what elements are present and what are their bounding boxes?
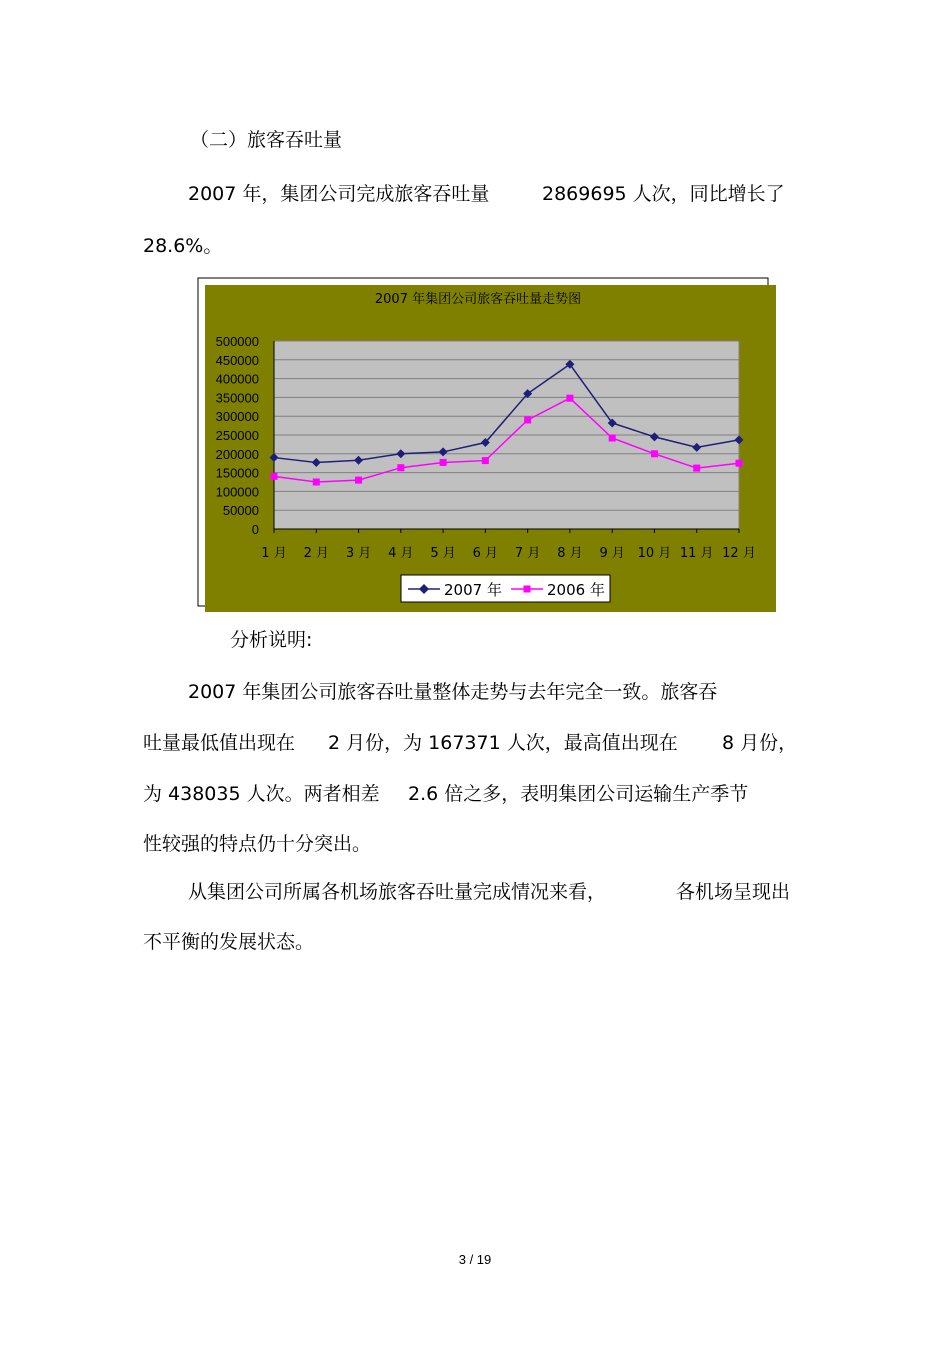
x-tick-label: 3 月 (345, 546, 372, 561)
analysis-line3-part2: 2.6 倍之多，表明集团公司运输生产季节 (408, 783, 749, 805)
data-point (651, 450, 658, 457)
intro-line2: 28.6%。 (143, 235, 223, 257)
analysis-line1: 2007 年集团公司旅客吞吐量整体走势与去年完全一致。旅客吞 (188, 681, 718, 703)
x-tick-label: 10 月 (637, 546, 672, 561)
data-point (736, 460, 743, 467)
y-tick-label: 400000 (215, 371, 259, 387)
x-tick-label: 5 月 (430, 546, 456, 561)
legend (401, 575, 610, 602)
section-heading: （二）旅客吞吐量 (190, 129, 343, 151)
data-point (524, 416, 531, 423)
y-tick-label: 150000 (215, 465, 259, 481)
data-point (609, 435, 616, 442)
x-tick-label: 4 月 (388, 546, 414, 561)
y-tick-label: 500000 (215, 334, 259, 349)
analysis-label: 分析说明: (230, 629, 313, 651)
y-tick-label: 50000 (222, 503, 259, 519)
analysis-line2-part1: 吐量最低值出现在 (143, 732, 296, 754)
legend-marker-2006 (524, 586, 531, 593)
closing-line1-part2: 各机场呈现出 (676, 881, 791, 903)
legend-label-2007: 2007 年 (444, 581, 502, 599)
data-point (313, 479, 320, 486)
data-point (482, 457, 489, 464)
intro-line1-part2: 2869695 人次，同比增长了 (542, 183, 785, 205)
y-tick-label: 350000 (215, 390, 259, 406)
data-point (440, 459, 447, 466)
x-tick-label: 6 月 (472, 546, 499, 561)
analysis-line3-part1: 为 438035 人次。两者相差 (143, 783, 380, 805)
y-tick-label: 300000 (215, 409, 259, 425)
data-point (566, 395, 573, 402)
analysis-line4: 性较强的特点仍十分突出。 (143, 833, 372, 855)
closing-line2: 不平衡的发展状态。 (143, 931, 315, 953)
x-tick-label: 1 月 (261, 546, 287, 561)
data-point (271, 473, 278, 480)
analysis-line2-part2: 2 月份，为 167371 人次，最高值出现在 (328, 732, 678, 754)
x-tick-label: 11 月 (679, 546, 714, 561)
data-point (693, 465, 700, 472)
data-point (355, 477, 362, 484)
closing-line1-part1: 从集团公司所属各机场旅客吞吐量完成情况来看， (188, 881, 607, 903)
y-tick-label: 0 (251, 522, 259, 537)
y-tick-label: 100000 (215, 484, 259, 500)
y-tick-label: 250000 (215, 428, 259, 443)
y-tick-label: 200000 (215, 446, 259, 462)
chart (0, 0, 950, 640)
x-tick-label: 7 月 (514, 546, 541, 561)
data-point (397, 464, 404, 471)
analysis-line2-part3: 8 月份， (722, 732, 798, 754)
x-tick-label: 12 月 (722, 546, 756, 561)
x-tick-label: 8 月 (557, 546, 583, 561)
legend-label-2006: 2006 年 (547, 581, 605, 599)
x-tick-label: 9 月 (599, 546, 625, 561)
page-number: 3 / 19 (458, 1252, 492, 1267)
chart-title: 2007 年集团公司旅客吞吐量走势图 (374, 292, 582, 307)
intro-line1-part1: 2007 年，集团公司完成旅客吞吐量 (188, 183, 490, 205)
x-tick-label: 2 月 (303, 546, 329, 561)
y-tick-label: 450000 (215, 352, 259, 368)
y-axis-ticks (216, 334, 259, 537)
